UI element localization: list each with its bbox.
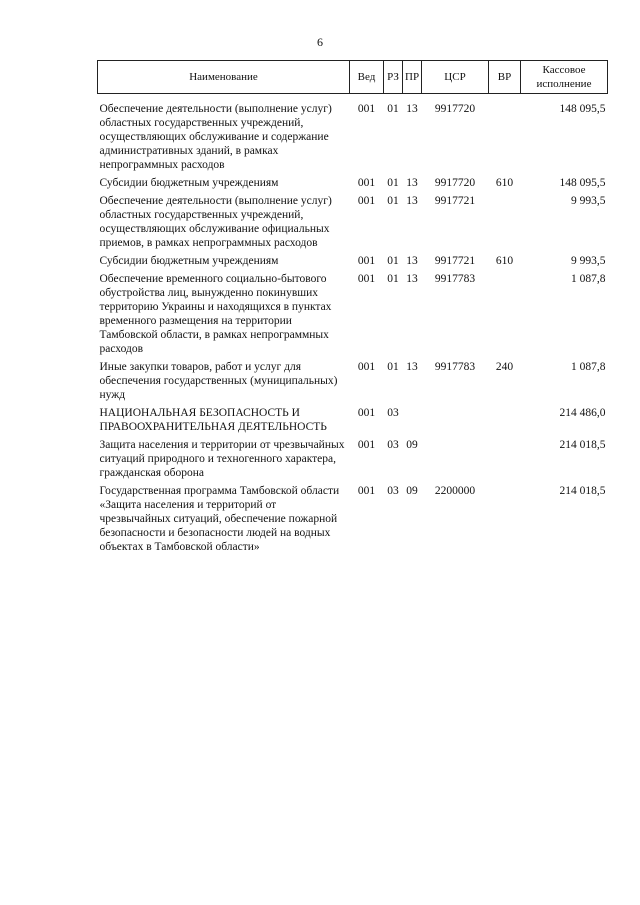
- row-ved: 001: [357, 195, 376, 207]
- table-row: [98, 254, 608, 272]
- row-name: Субсидии бюджетным учреждениям: [99, 255, 279, 267]
- row-name: Иные закупки товаров, работ и услуг для обеспечения государственных (муниципальных) нужд: [99, 361, 338, 401]
- row-pr: 09: [406, 485, 418, 497]
- row-ved: 001: [357, 177, 376, 189]
- row-vr: [489, 406, 521, 438]
- row-vr: [489, 272, 521, 360]
- row-vr: 240: [495, 361, 514, 373]
- table-row: [98, 438, 608, 484]
- table-row: [98, 360, 608, 406]
- row-name: НАЦИОНАЛЬНАЯ БЕЗОПАСНОСТЬ И ПРАВООХРАНИТЕЛЬНАЯ ДЕЯТЕЛЬНОСТЬ: [99, 407, 327, 433]
- row-vr: [489, 102, 521, 176]
- row-sum: 214 486,0: [559, 407, 606, 419]
- row-vr: [489, 438, 521, 484]
- header-name: Наименование: [98, 61, 350, 94]
- row-name: Субсидии бюджетным учреждениям: [99, 177, 279, 189]
- row-sum: 9 993,5: [571, 255, 606, 267]
- row-ved: 001: [357, 103, 376, 115]
- header-pr: ПР: [403, 61, 422, 94]
- table-header: [98, 61, 608, 94]
- row-rz: 01: [387, 255, 399, 267]
- row-ved: 001: [357, 361, 376, 373]
- row-sum: 1 087,8: [571, 361, 606, 373]
- row-pr: 13: [406, 177, 418, 189]
- row-sum: 214 018,5: [559, 439, 606, 451]
- row-name: Обеспечение временного социально-бытового обустройства лиц, вынужденно покинувших территорию Украины и находящихся в пунктах временного размещения на территории Тамбовской области, в рамках непрограммных расходов: [99, 273, 332, 355]
- row-rz: 03: [387, 407, 399, 419]
- header-csr: ЦСР: [422, 61, 489, 94]
- row-csr: 9917720: [434, 103, 476, 115]
- row-name: Защита населения и территории от чрезвычайных ситуаций природного и техногенного характера, гражданская оборона: [99, 439, 345, 479]
- table-row: [98, 272, 608, 360]
- header-vr: ВР: [489, 61, 521, 94]
- header-ved: Вед: [350, 61, 384, 94]
- row-ved: 001: [357, 273, 376, 285]
- row-pr: [403, 406, 422, 438]
- budget-execution-table: [97, 60, 608, 558]
- row-rz: 01: [387, 177, 399, 189]
- header-rz: РЗ: [384, 61, 403, 94]
- row-ved: 001: [357, 485, 376, 497]
- row-ved: 001: [357, 407, 376, 419]
- row-sum: 214 018,5: [559, 485, 606, 497]
- header-sum: Кассовое исполнение: [521, 61, 608, 94]
- row-name: Обеспечение деятельности (выполнение услуг) областных государственных учреждений, осуществляющих обслуживание и содержание административных зданий, в рамках непрограммных расходов: [99, 103, 332, 171]
- row-pr: 13: [406, 361, 418, 373]
- table-row: [98, 484, 608, 558]
- row-sum: 1 087,8: [571, 273, 606, 285]
- row-csr: 9917783: [434, 273, 476, 285]
- row-csr: [422, 406, 489, 438]
- row-vr: [489, 484, 521, 558]
- row-name: Обеспечение деятельности (выполнение услуг) областных государственных учреждений, осуществляющих обслуживание официальных приемов, в рамках непрограммных расходов: [99, 195, 332, 249]
- row-rz: 03: [387, 485, 399, 497]
- row-rz: 01: [387, 195, 399, 207]
- row-vr: 610: [495, 255, 514, 267]
- row-sum: 148 095,5: [559, 103, 606, 115]
- page-number: 6: [317, 35, 323, 49]
- table-row: [98, 406, 608, 438]
- row-ved: 001: [357, 439, 376, 451]
- row-pr: 13: [406, 195, 418, 207]
- row-pr: 09: [406, 439, 418, 451]
- row-csr: 9917721: [434, 195, 476, 207]
- row-rz: 01: [387, 361, 399, 373]
- row-csr: 9917721: [434, 255, 476, 267]
- row-sum: 9 993,5: [571, 195, 606, 207]
- row-rz: 01: [387, 273, 399, 285]
- row-pr: 13: [406, 255, 418, 267]
- row-csr: 9917783: [434, 361, 476, 373]
- row-name: Государственная программа Тамбовской области «Защита населения и территорий от чрезвычайных ситуаций, обеспечение пожарной безопасности и безопасности людей на водных объектах в Тамбовской области»: [99, 485, 340, 553]
- row-vr: [489, 194, 521, 254]
- row-pr: 13: [406, 273, 418, 285]
- row-pr: 13: [406, 103, 418, 115]
- row-rz: 03: [387, 439, 399, 451]
- table-row: [98, 176, 608, 194]
- table-row: [98, 194, 608, 254]
- row-sum: 148 095,5: [559, 177, 606, 189]
- row-csr: 2200000: [434, 485, 476, 497]
- table-row: [98, 102, 608, 176]
- row-rz: 01: [387, 103, 399, 115]
- row-ved: 001: [357, 255, 376, 267]
- row-csr: [422, 438, 489, 484]
- row-vr: 610: [495, 177, 514, 189]
- row-csr: 9917720: [434, 177, 476, 189]
